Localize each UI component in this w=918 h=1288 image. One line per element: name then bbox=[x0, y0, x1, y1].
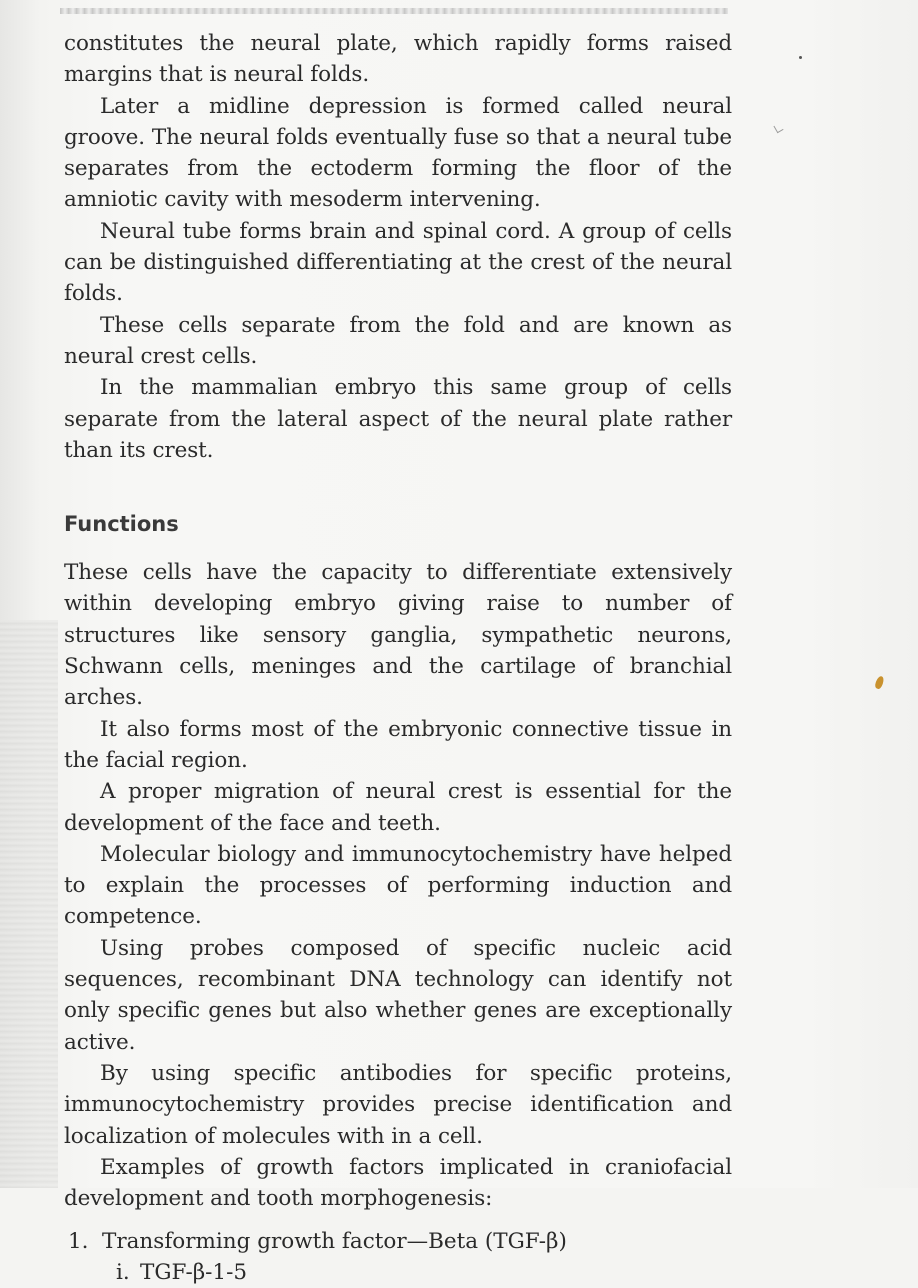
paragraph: These cells have the capacity to differentiate extensively within developing embryo giving raise to number of structures like sensory ganglia, sympathetic neurons, Schwann cells, meninges and the cartilage of branchial arches. bbox=[64, 560, 732, 711]
list-number: 1. bbox=[68, 1229, 89, 1255]
page-content bbox=[64, 28, 732, 1288]
paragraph: Molecular biology and immunocytochemistry have helped to explain the processes of performing induction and competence. bbox=[64, 841, 732, 930]
scan-margin-shadow bbox=[0, 620, 58, 1188]
list-item bbox=[68, 1226, 732, 1257]
paragraph: These cells separate from the fold and are known as neural crest cells. bbox=[64, 312, 732, 369]
stray-mark bbox=[799, 56, 802, 59]
paragraph: It also forms most of the embryonic connective tissue in the facial region. bbox=[64, 716, 732, 773]
paragraph: In the mammalian embryo this same group of cells separate from the lateral aspect of the neural plate rather than its crest. bbox=[64, 375, 732, 463]
stray-mark bbox=[773, 123, 783, 133]
paragraph: Examples of growth factors implicated in craniofacial development and tooth morphogenesis: bbox=[64, 1154, 732, 1212]
sub-list-text: TGF-β-1-5 bbox=[140, 1260, 248, 1286]
stray-mark bbox=[874, 675, 885, 690]
sub-list-item bbox=[116, 1257, 732, 1288]
scan-edge-artifact bbox=[60, 8, 728, 14]
section-heading: Functions bbox=[64, 512, 179, 537]
sub-list-number: i. bbox=[116, 1260, 130, 1286]
paragraph: By using specific antibodies for specific proteins, immunocytochemistry provides precise identification and localization of molecules with in a cell. bbox=[64, 1060, 732, 1149]
list-text: Transforming growth factor—Beta (TGF-β) bbox=[102, 1229, 567, 1255]
paragraph: A proper migration of neural crest is essential for the development of the face and teeth. bbox=[64, 779, 732, 836]
paragraph: Later a midline depression is formed called neural groove. The neural folds eventually fuse so that a neural tube separates from the ectoderm forming the floor of the amniotic cavity with mesoderm intervening. bbox=[64, 93, 732, 213]
paragraph: constitutes the neural plate, which rapidly forms raised margins that is neural folds. bbox=[64, 31, 732, 88]
paragraph: Using probes composed of specific nucleic acid sequences, recombinant DNA technology can identify not only specific genes but also whether genes are exceptionally active. bbox=[64, 935, 732, 1055]
paragraph: Neural tube forms brain and spinal cord. A group of cells can be distinguished differentiating at the crest of the neural folds. bbox=[64, 218, 732, 307]
